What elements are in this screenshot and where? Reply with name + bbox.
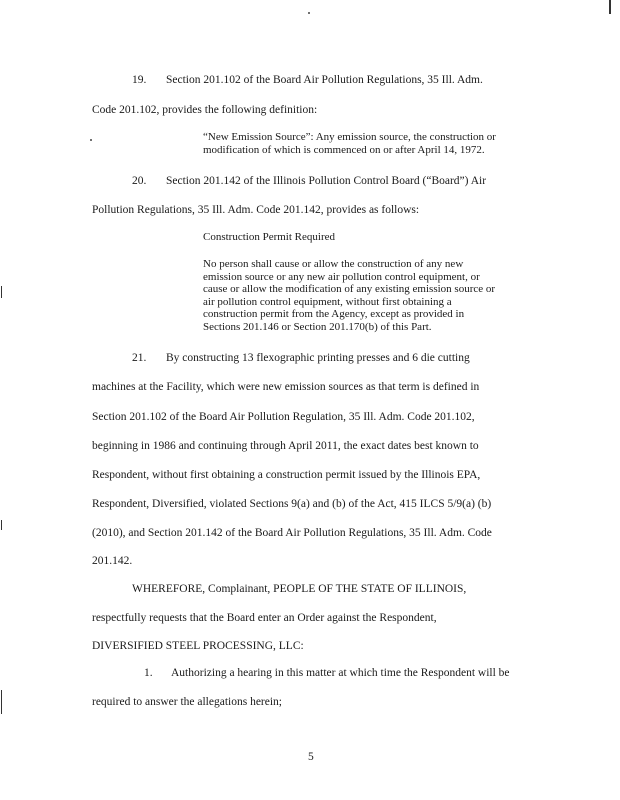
- paragraph-21-line: machines at the Facility, which were new emission sources as that term is defined in: [92, 381, 480, 393]
- regulation-quote-line: air pollution control equipment, without first obtaining a: [203, 295, 452, 308]
- paragraph-21-line: Respondent, without first obtaining a construction permit issued by the Illinois EPA,: [92, 469, 481, 481]
- scan-edge-mark: [1, 690, 2, 714]
- paragraph-21-line: Respondent, Diversified, violated Sections 9(a) and (b) of the Act, 415 ILCS 5/9(a) (b): [92, 498, 492, 510]
- paragraph-20-line: Pollution Regulations, 35 Ill. Adm. Code 201.142, provides as follows:: [92, 204, 420, 216]
- paragraph-21-line: beginning in 1986 and continuing through April 2011, the exact dates best known to: [92, 440, 479, 452]
- regulation-quote-line: Sections 201.146 or Section 201.170(b) of this Part.: [203, 320, 432, 333]
- paragraph-21-line: (2010), and Section 201.142 of the Board Air Pollution Regulations, 35 Ill. Adm. Code: [92, 527, 492, 539]
- wherefore-line: DIVERSIFIED STEEL PROCESSING, LLC:: [92, 640, 304, 652]
- scan-edge-mark: [1, 286, 2, 298]
- paragraph-number-20: 20.: [132, 175, 147, 187]
- scan-speck: [90, 139, 92, 141]
- scan-edge-mark: [1, 520, 2, 530]
- paragraph-number-19: 19.: [132, 74, 147, 86]
- definition-quote-line: “New Emission Source”: Any emission source, the construction or: [203, 131, 496, 143]
- regulation-quote-line: emission source or any new air pollution control equipment, or: [203, 270, 480, 283]
- item-number-1: 1.: [144, 667, 153, 679]
- regulation-quote-line: No person shall cause or allow the construction of any new: [203, 258, 464, 270]
- item-1-line: Authorizing a hearing in this matter at which time the Respondent will be: [171, 667, 510, 679]
- item-1-line: required to answer the allegations herein;: [92, 696, 282, 708]
- regulation-quote-line: construction permit from the Agency, except as provided in: [203, 308, 465, 320]
- scan-edge-mark: [609, 0, 611, 14]
- paragraph-20-line: Section 201.142 of the Illinois Pollution Control Board (“Board”) Air: [166, 175, 487, 187]
- regulation-quote-line: cause or allow the modification of any existing emission source or: [203, 283, 496, 295]
- paragraph-21-line: 201.142.: [92, 555, 133, 567]
- paragraph-21-line: By constructing 13 flexographic printing presses and 6 die cutting: [166, 352, 470, 364]
- paragraph-19-line: Code 201.102, provides the following definition:: [92, 104, 318, 116]
- paragraph-19-line: Section 201.102 of the Board Air Pollution Regulations, 35 Ill. Adm.: [166, 74, 483, 86]
- page-number: 5: [308, 751, 314, 763]
- wherefore-line: WHEREFORE, Complainant, PEOPLE OF THE STATE OF ILLINOIS,: [132, 583, 467, 595]
- paragraph-number-21: 21.: [132, 352, 147, 364]
- scan-speck: [308, 12, 310, 14]
- paragraph-21-line: Section 201.102 of the Board Air Pollution Regulation, 35 Ill. Adm. Code 201.102,: [92, 411, 475, 423]
- definition-quote-line: modification of which is commenced on or after April 14, 1972.: [203, 144, 485, 156]
- regulation-heading: Construction Permit Required: [203, 231, 335, 243]
- wherefore-line: respectfully requests that the Board enter an Order against the Respondent,: [92, 612, 437, 624]
